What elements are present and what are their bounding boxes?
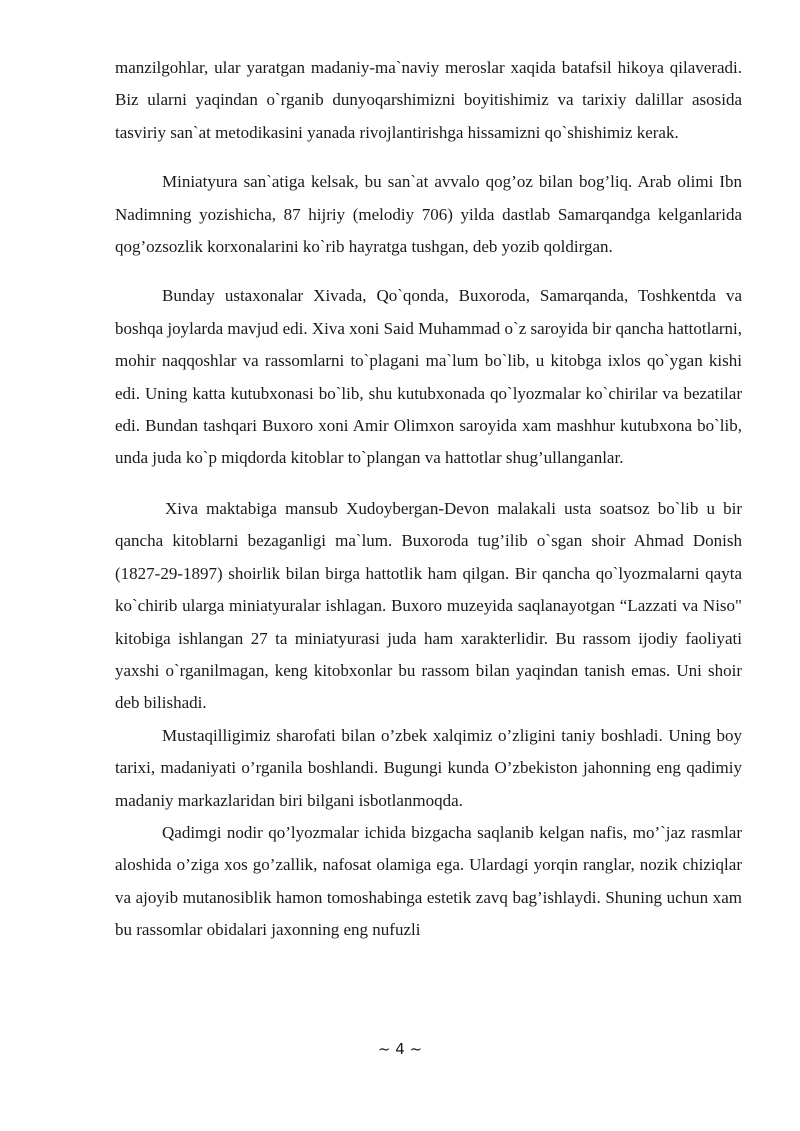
paragraph-4: Xiva maktabiga mansub Xudoybergan-Devon malakali usta soatsoz bo`lib u bir qancha kitoblarni bezaganligi ma`lum. Buxoroda tug’ilib o`sgan shoir Ahmad Donish (1827-29-1897) shoirlik bilan birga hattotlik ham qilgan. Bir qancha qo`lyozmalarni qayta ko`chirib ularga miniatyuralar ishlagan. Buxoro muzeyida saqlanayotgan “Lazzati va Niso" kitobiga ishlangan 27 ta miniatyurasi juda ham xarakterlidir. Bu rassom ijodiy faoliyati yaxshi o`rganilmagan, keng kitobxonlar bu rassom bilan yaqindan tanish emas. Uni shoir deb bilishadi. (115, 498, 742, 713)
paragraph-3: Bunday ustaxonalar Xivada, Qo`qonda, Buxoroda, Samarqanda, Toshkentda va boshqa joylarda mavjud edi. Xiva xoni Said Muhammad o`z saroyida bir qancha hattotlarni, mohir naqqoshlar va rassomlarni to`plagani ma`lum bo`lib, u kitobga ixlos qo`ygan kishi edi. Uning katta kutubxonasi bo`lib, shu kutubxonada qo`lyozmalar ko`chirilar va bezatilar edi. Bundan tashqari Buxoro xoni Amir Olimxon saroyida хam mashhur kutubxona bo`lib, unda juda ko`p miqdorda kitoblar to`plangan va hattotlar shug’ullanganlar. (115, 286, 742, 468)
paragraph-6: Qadimgi nodir qo’lyozmalar ichida bizgacha saqlanib kelgan nafis, mo’`jaz rasmlar aloshida o’ziga xos go’zallik, nafosat olamiga ega. Ulardagi yorqin ranglar, nozik chiziqlar va ajoyib mutanosiblik hamon tomoshabinga estetik zavq bag’ishlaydi. Shuning uchun xam bu rassomlar obidalari jaxonning eng nufuzli (115, 822, 742, 940)
document-body (115, 52, 742, 947)
page-number: ~ 4 ~ (377, 1040, 423, 1058)
paragraph-5: Mustaqilligimiz sharofati bilan o’zbek xalqimiz o’zligini taniy boshladi. Uning boy tarixi, madaniyati o’rganila boshlandi. Bugungi kunda O’zbekiston jahonning eng qadimiy madaniy markazlaridan biri bilgani isbotlanmoqda. (115, 725, 742, 810)
paragraph-1: manzilgohlar, ular yaratgan madaniy-ma`naviy meroslar хaqida batafsil hikoya qilaveradi. Biz ularni yaqindan o`rganib dunyoqarshimizni boyitishimiz va tarixiy dalillar asosida tasviriy san`at metodikasini yanada rivojlantirishga hissamizni qo`shishimiz kerak. (115, 58, 742, 142)
paragraph-2: Miniatyura san`atiga kelsak, bu san`at avvalo qog’oz bilan bog’liq. Arab olimi Ibn Nadimning yozishicha, 87 hijriy (melodiy 706) yilda dastlab Samarqandga kelganlarida qog’ozsozlik korxonalarini ko`rib hayratga tushgan, deb yozib qoldirgan. (115, 172, 742, 257)
